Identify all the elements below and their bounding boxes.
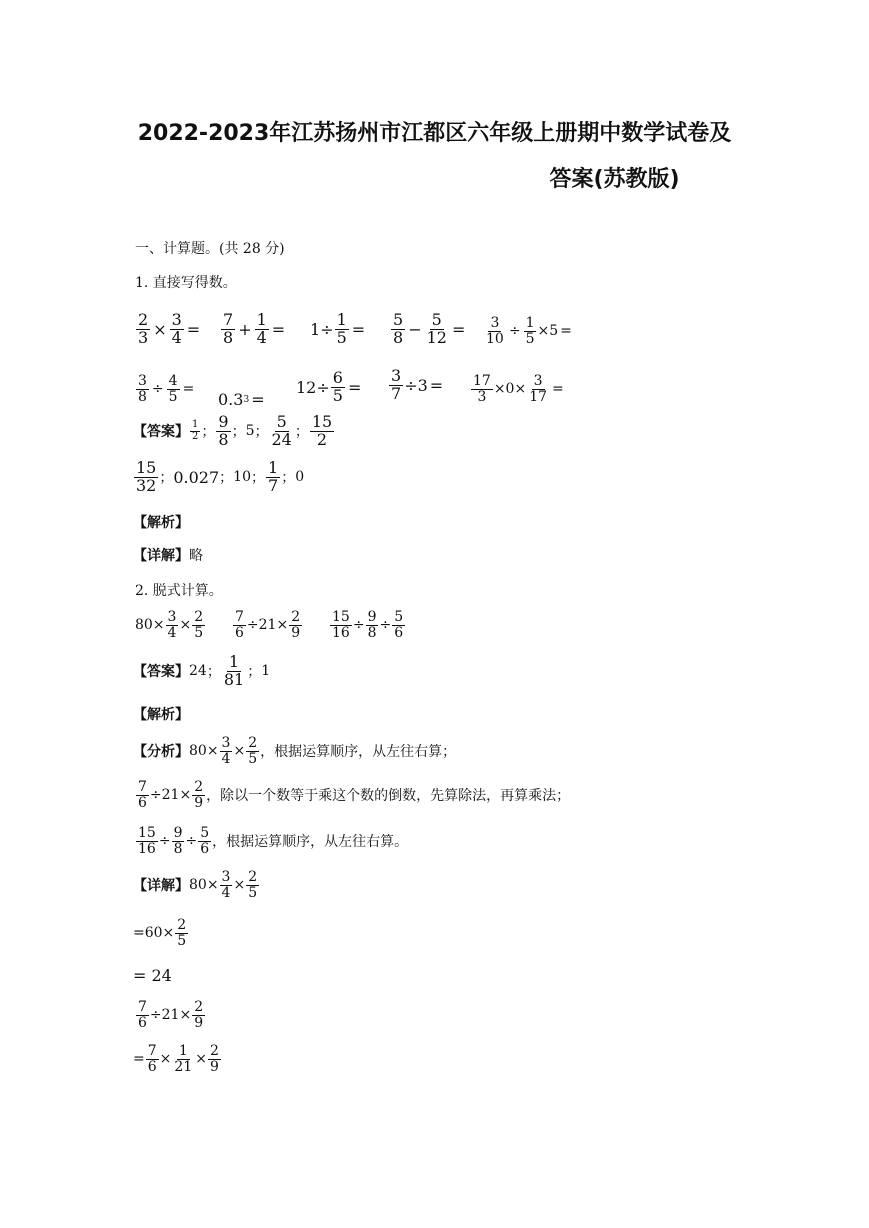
q2-analysis-line1: 【分析】 80× $\frac{3}{4}$ × $\frac{2}{5}$ ，根据运算顺序，从左往右算； bbox=[133, 735, 457, 767]
q1-r1-item3: 1÷ $\frac{1}{5}$ = bbox=[310, 310, 366, 347]
q1-r2-item2: 0.3 3 = bbox=[218, 390, 265, 409]
doc-title-line2: 答案(苏教版) bbox=[549, 167, 680, 192]
q2-analysis-label: 【解析】 bbox=[133, 707, 189, 723]
q1-r1-item4: $\frac{5}{8}$ − $\frac{5}{12}$ = bbox=[393, 310, 466, 347]
q2-analysis-line2: $\frac{7}{6}$ ÷21× $\frac{2}{9}$ ，除以一个数等于乘这个数的倒数，先算除法，再算乘法； bbox=[138, 779, 571, 811]
q1-detail: 【详解】 略 bbox=[133, 548, 203, 564]
q2-title: 2. 脱式计算。 bbox=[135, 583, 223, 599]
q1-answer-line2: $\frac{15}{32}$ ； 0.027 ； 10 ； $\frac{1}{7}$ ； 0 bbox=[136, 458, 305, 495]
q1-analysis-label: 【解析】 bbox=[133, 515, 189, 531]
q1-r1-item1: $\frac{2}{3}$ × $\frac{3}{4}$ = bbox=[138, 310, 201, 347]
doc-title-line1: 2022-2023年江苏扬州市江都区六年级上册期中数学试卷及 bbox=[137, 121, 732, 146]
q1-r2-item3: 12÷ $\frac{6}{5}$ = bbox=[296, 368, 362, 405]
q1-r1-item5: $\frac{3}{10}$ ÷ $\frac{1}{5}$ ×5 = bbox=[486, 315, 572, 347]
q2-detail-step2: = 24 bbox=[133, 966, 172, 985]
q2-expr3: $\frac{15}{16}$ ÷ $\frac{9}{8}$ ÷ $\frac{5}{6}$ bbox=[332, 609, 404, 641]
q2-analysis-line3: $\frac{15}{16}$ ÷ $\frac{9}{8}$ ÷ $\frac{5}{6}$ ，根据运算顺序，从左往右算。 bbox=[138, 825, 409, 857]
q2-detail-line1: 【详解】 80× $\frac{3}{4}$ × $\frac{2}{5}$ bbox=[133, 869, 258, 901]
q1-r2-item5: $\frac{17}{3}$ ×0× $\frac{3}{17}$ = bbox=[473, 373, 564, 405]
q2-expr1: 80× $\frac{3}{4}$ × $\frac{2}{5}$ bbox=[135, 609, 204, 641]
q2-detail-step4: = $\frac{7}{6}$ × $\frac{1}{21}$ × $\frac{2}{9}$ bbox=[133, 1043, 219, 1075]
section-heading: 一、计算题。(共 28 分) bbox=[135, 241, 285, 257]
q1-title: 1. 直接写得数。 bbox=[135, 275, 237, 291]
q1-r2-item1: $\frac{3}{8}$ ÷ $\frac{4}{5}$ = bbox=[138, 373, 195, 405]
q2-answer: 【答案】 24 ； $\frac{1}{81}$ ； 1 bbox=[133, 652, 271, 689]
q2-expr2: $\frac{7}{6}$ ÷21× $\frac{2}{9}$ bbox=[235, 609, 301, 641]
q2-detail-step3: $\frac{7}{6}$ ÷21× $\frac{2}{9}$ bbox=[138, 999, 204, 1031]
q1-answer-line1: 【答案】 $\frac{1}{2}$ ； $\frac{9}{8}$ ； 5 ； $\frac{5}{24}$ ； $\frac{15}{2}$ bbox=[133, 412, 333, 449]
q1-r2-item4: $\frac{3}{7}$ ÷3 = bbox=[391, 366, 444, 403]
q2-detail-step1: =60× $\frac{2}{5}$ bbox=[133, 917, 187, 949]
q1-r1-item2: $\frac{7}{8}$ + $\frac{1}{4}$ = bbox=[223, 310, 286, 347]
